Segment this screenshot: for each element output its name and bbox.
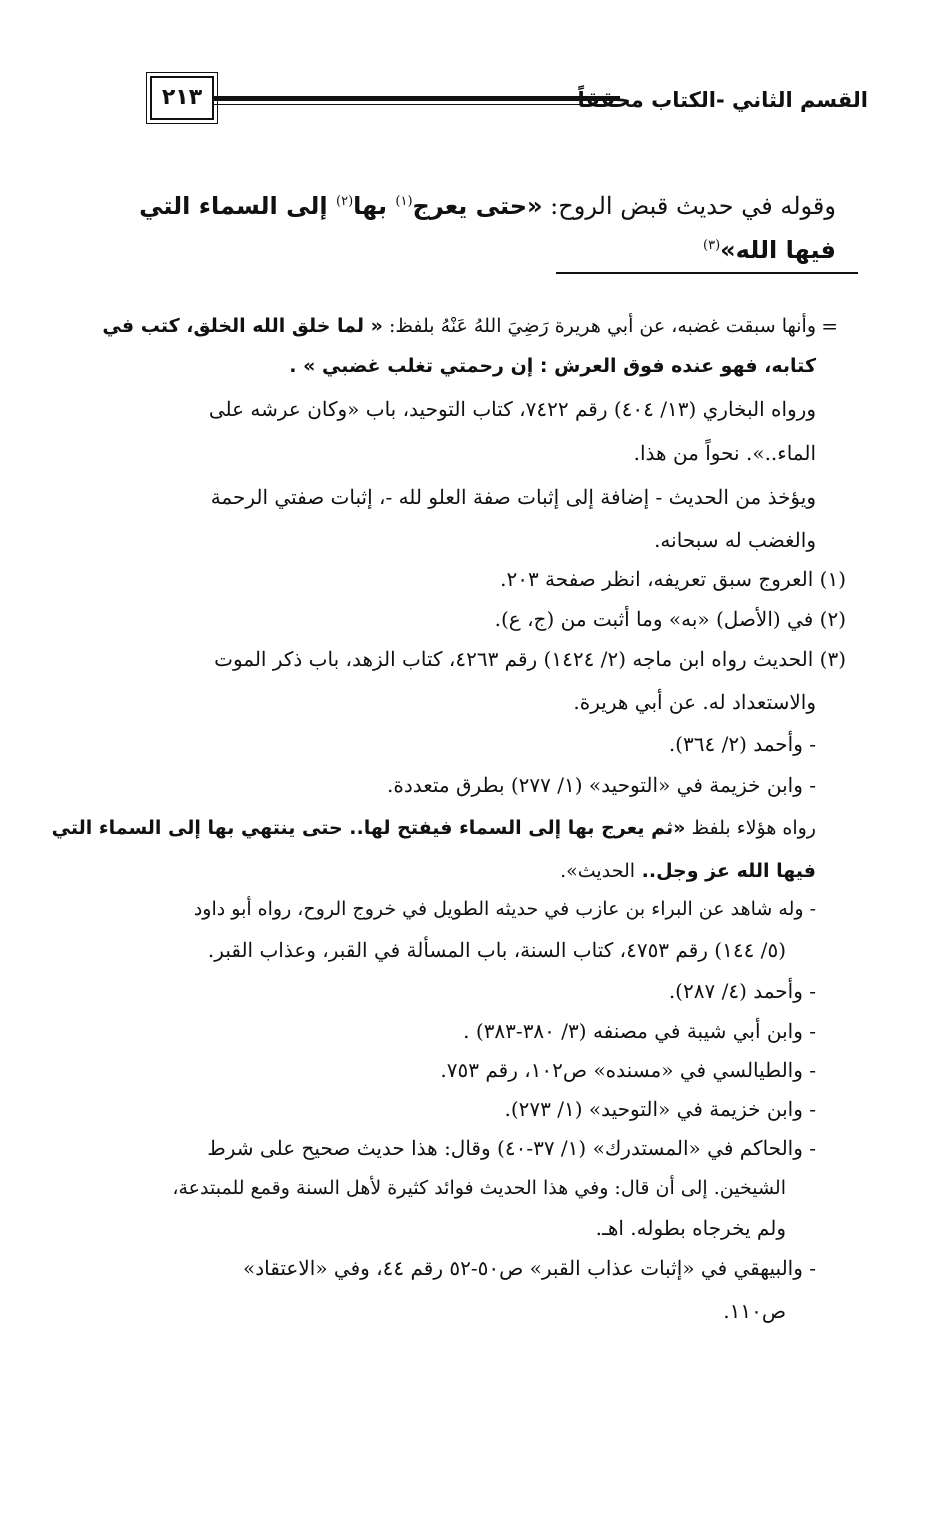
continuation-marker: = xyxy=(821,314,838,338)
footnote-separator xyxy=(556,272,858,274)
footnote-3-line xyxy=(560,855,816,888)
footnote-3-line: (٥/ ١٤٤) رقم ٤٧٥٣، كتاب السنة، باب المسألة في القبر، وعذاب القبر. xyxy=(207,938,786,962)
footnote-3-line: ولم يخرجاه بطوله. اهـ. xyxy=(595,1216,786,1240)
footnote-ref-1: (١) xyxy=(395,194,413,209)
header-rule xyxy=(212,96,620,105)
footnote-3-quote: فيها الله عز وجل.. xyxy=(635,860,816,882)
footnote-3-line: ص١١٠. xyxy=(723,1299,786,1323)
footnote-3-line: - وابن خزيمة في «التوحيد» (١/ ٢٧٧) بطرق متعددة. xyxy=(386,773,816,797)
continuation-line xyxy=(102,310,816,343)
footnote-3: (٣) الحديث رواه ابن ماجه (٢/ ١٤٢٤) رقم ٤٢٦٣، كتاب الزهد، باب ذكر الموت xyxy=(214,647,846,671)
main-text-line xyxy=(126,182,836,270)
footnote-3-line: - والطيالسي في «مسنده» ص١٠٢، رقم ٧٥٣. xyxy=(440,1058,816,1082)
footnote-ref-3: (٣) xyxy=(703,238,721,253)
continuation-line: ورواه البخاري (١٣/ ٤٠٤) رقم ٧٤٢٢، كتاب التوحيد، باب «وكان عرشه على xyxy=(208,397,816,421)
footnote-3-line: - وابن خزيمة في «التوحيد» (١/ ٢٧٣). xyxy=(504,1097,816,1121)
continuation-line: الماء..». نحواً من هذا. xyxy=(633,441,816,465)
footnote-3-line: - وأحمد (٤/ ٢٨٧). xyxy=(668,979,816,1003)
footnote-2: (٢) في (الأصل) «به» وما أثبت من (ج، ع). xyxy=(494,607,846,631)
footnote-3-line: - وأحمد (٢/ ٣٦٤). xyxy=(668,732,816,756)
hadith-quote-part-3: إلى السماء التي فيها الله» xyxy=(139,192,836,264)
footnote-1: (١) العروج سبق تعريفه، انظر صفحة ٢٠٣. xyxy=(500,567,846,591)
page-number: ٢١٣ xyxy=(150,76,214,120)
hadith-quote-part-2: بها xyxy=(353,192,396,220)
footnote-ref-2: (٢) xyxy=(336,194,354,209)
footnote-3-line: الشيخين. إلى أن قال: وفي هذا الحديث فوائد كثيرة لأهل السنة وقمع للمبتدعة، xyxy=(172,1177,786,1199)
footnote-3-line: - والحاكم في «المستدرك» (١/ ٣٧-٤٠) وقال: هذا حديث صحيح على شرط xyxy=(207,1136,816,1160)
continuation-line: والغضب له سبحانه. xyxy=(654,528,816,552)
continuation-line: ويؤخذ من الحديث - إضافة إلى إثبات صفة العلو لله -، إثبات صفتي الرحمة xyxy=(210,485,816,509)
footnote-3-text: رواه هؤلاء بلفظ xyxy=(685,817,816,839)
footnote-3-line: والاستعداد له. عن أبي هريرة. xyxy=(573,690,816,714)
footnote-3-line xyxy=(52,812,816,845)
footnote-3-line: - وله شاهد عن البراء بن عازب في حديثه الطويل في خروج الروح، رواه أبو داود xyxy=(193,898,816,920)
footnote-3-line: - وابن أبي شيبة في مصنفه (٣/ ٣٨٠-٣٨٣) . xyxy=(463,1019,816,1043)
footnote-3-quote: «ثم يعرج بها إلى السماء فيفتح لها.. حتى ينتهي بها إلى السماء التي xyxy=(51,817,686,839)
footnote-3-line: - والبيهقي في «إثبات عذاب القبر» ص٥٠-٥٢ رقم ٤٤، وفي «الاعتقاد» xyxy=(243,1256,816,1280)
running-header-title: القسم الثاني -الكتاب محققاً xyxy=(577,88,868,112)
continuation-line: كتابه، فهو عنده فوق العرش : إن رحمتي تغلب غضبي » . xyxy=(289,355,816,377)
continuation-quote: « لما خلق الله الخلق، كتب في xyxy=(102,315,383,337)
main-intro: وقوله في حديث قبض الروح: xyxy=(542,192,836,220)
hadith-quote-part-1: «حتى يعرج xyxy=(412,192,543,220)
footnote-3-text: الحديث». xyxy=(560,860,636,882)
continuation-text: وأنها سبقت غضبه، عن أبي هريرة رَضِيَ اللهُ عَنْهُ بلفظ: xyxy=(382,315,816,337)
